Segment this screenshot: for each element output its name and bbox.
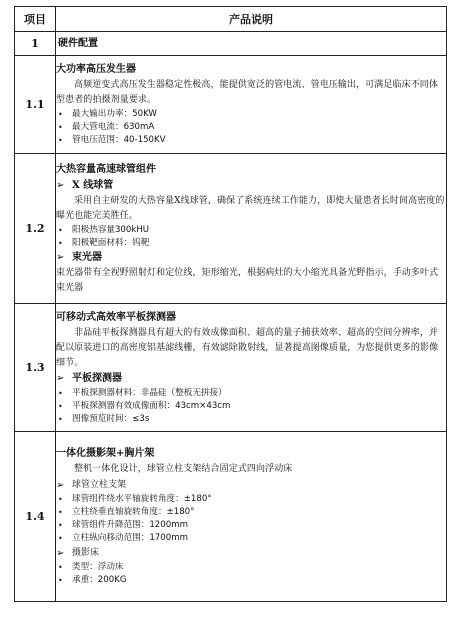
row-number: 1.1 <box>15 56 56 154</box>
row-description <box>56 304 447 432</box>
list-item-text: 管电压范围：40-150KV <box>72 135 166 145</box>
list-item-text: 平板探测器材料：非晶硅（整板无拼接） <box>72 387 227 398</box>
bullet-icon: • <box>58 136 63 145</box>
list-item <box>56 493 446 506</box>
row-description <box>56 32 447 56</box>
list-item-text: 球管组件绕水平轴旋转角度：±180° <box>72 494 212 504</box>
list-item-text: 平板探测器有效成像面积：43cm×43cm <box>72 400 231 411</box>
table-row <box>15 56 447 154</box>
arrow-bullet-icon: ➢ <box>56 180 65 191</box>
paragraph: 束光器带有全视野照射灯和定位线，矩形缩光，根据病灶的大小缩光具备光野指示，手动多叶式束光器 <box>56 267 439 293</box>
list-item <box>56 413 446 426</box>
list-item-text: 最大输出功率：50KW <box>72 109 157 119</box>
list-item-text: 立柱纵向移动范围：1700mm <box>72 533 188 543</box>
bullet-icon: • <box>58 414 63 424</box>
table-header-row <box>15 7 447 32</box>
list-item <box>56 121 446 134</box>
section-title: 大热容量高速球管组件 <box>56 163 156 175</box>
paragraph: 采用自主研发的大热容量X线球管，确保了系统连续工作能力，即使大量患者长时间高密度的曝光也能完美胜任。 <box>56 195 445 221</box>
section-title: 一体化摄影架+胸片架 <box>56 448 155 459</box>
arrow-bullet-icon: ➢ <box>56 373 65 384</box>
header-item: 项目 <box>15 7 56 32</box>
list-item <box>56 224 446 237</box>
arrow-bullet-icon: ➢ <box>56 479 65 491</box>
row-number: 1.2 <box>15 154 56 304</box>
table-row <box>15 304 447 432</box>
section-title: 硬件配置 <box>58 37 98 49</box>
paragraph: 非晶硅平板探测器具有超大的有效成像面积、超高的量子捕获效率、超高的空间分辨率，并配以原装进口的高密度铝基滤线栅，有效滤除散射线，显著提高图像质量，为您提供更多的影像细节。 <box>56 327 439 368</box>
table-row <box>15 432 447 602</box>
subsection <box>56 545 446 561</box>
arrow-bullet-icon: ➢ <box>56 252 65 263</box>
bullet-icon: • <box>58 508 63 517</box>
row-number: 1.4 <box>15 432 56 602</box>
section-title: 可移动式高效率平板探测器 <box>56 311 176 323</box>
row-description <box>56 56 447 154</box>
list-item <box>56 519 446 532</box>
list-item <box>56 108 446 121</box>
subsection <box>56 178 446 194</box>
bullet-icon: • <box>58 110 63 119</box>
list-item <box>56 574 446 587</box>
paragraph: 整机一体化设计，球管立柱支架结合固定式四向浮动床 <box>74 464 293 474</box>
bullet-icon: • <box>58 388 63 398</box>
header-description: 产品说明 <box>56 7 447 32</box>
table-row <box>15 32 447 56</box>
bullet-icon: • <box>58 576 63 585</box>
subsection-title: 平板探测器 <box>72 373 122 384</box>
subsection-title: X 线球管 <box>72 180 114 191</box>
list-item <box>56 387 446 400</box>
bullet-icon: • <box>58 563 63 572</box>
bullet-icon: • <box>58 401 63 411</box>
section-title: 大功率高压发生器 <box>56 64 136 75</box>
list-item-text: 承重：200KG <box>72 575 127 585</box>
subsection <box>56 250 446 266</box>
list-item-text: 最大管电流：630mA <box>72 122 155 132</box>
subsection <box>56 477 446 493</box>
bullet-icon: • <box>58 521 63 530</box>
subsection <box>56 371 446 387</box>
row-description <box>56 432 447 602</box>
list-item-text: 立柱绕垂直轴旋转角度：±180° <box>72 507 195 517</box>
row-number: 1.3 <box>15 304 56 432</box>
bullet-icon: • <box>58 534 63 543</box>
list-item-text: 阳极热容量300kHU <box>72 224 150 235</box>
subsection-title: 束光器 <box>72 252 102 263</box>
list-item <box>56 134 446 147</box>
row-number: 1 <box>15 32 56 56</box>
list-item-text: 阳极靶面材料：钨靶 <box>72 237 150 248</box>
subsection-title: 球管立柱支架 <box>72 479 127 490</box>
list-item <box>56 532 446 545</box>
paragraph: 高频逆变式高压发生器稳定性极高，能提供宽泛的管电流、管电压输出，可满足临床不同体型患者的拍摄剂量要求。 <box>56 80 439 105</box>
subsection-title: 摄影床 <box>72 547 100 558</box>
arrow-bullet-icon: ➢ <box>56 547 65 559</box>
list-item <box>56 237 446 250</box>
list-item-text: 球管组件升降范围：1200mm <box>72 520 188 530</box>
list-item <box>56 561 446 574</box>
bullet-icon: • <box>58 495 63 504</box>
bullet-icon: • <box>58 123 63 132</box>
bullet-icon: • <box>58 238 63 248</box>
table-row <box>15 154 447 304</box>
product-spec-table <box>14 6 447 602</box>
list-item-text: 图像预览时间：≤3s <box>72 413 150 424</box>
list-item <box>56 400 446 413</box>
bullet-icon: • <box>58 225 63 235</box>
row-description <box>56 154 447 304</box>
list-item-text: 类型：浮动床 <box>72 562 124 572</box>
list-item <box>56 506 446 519</box>
